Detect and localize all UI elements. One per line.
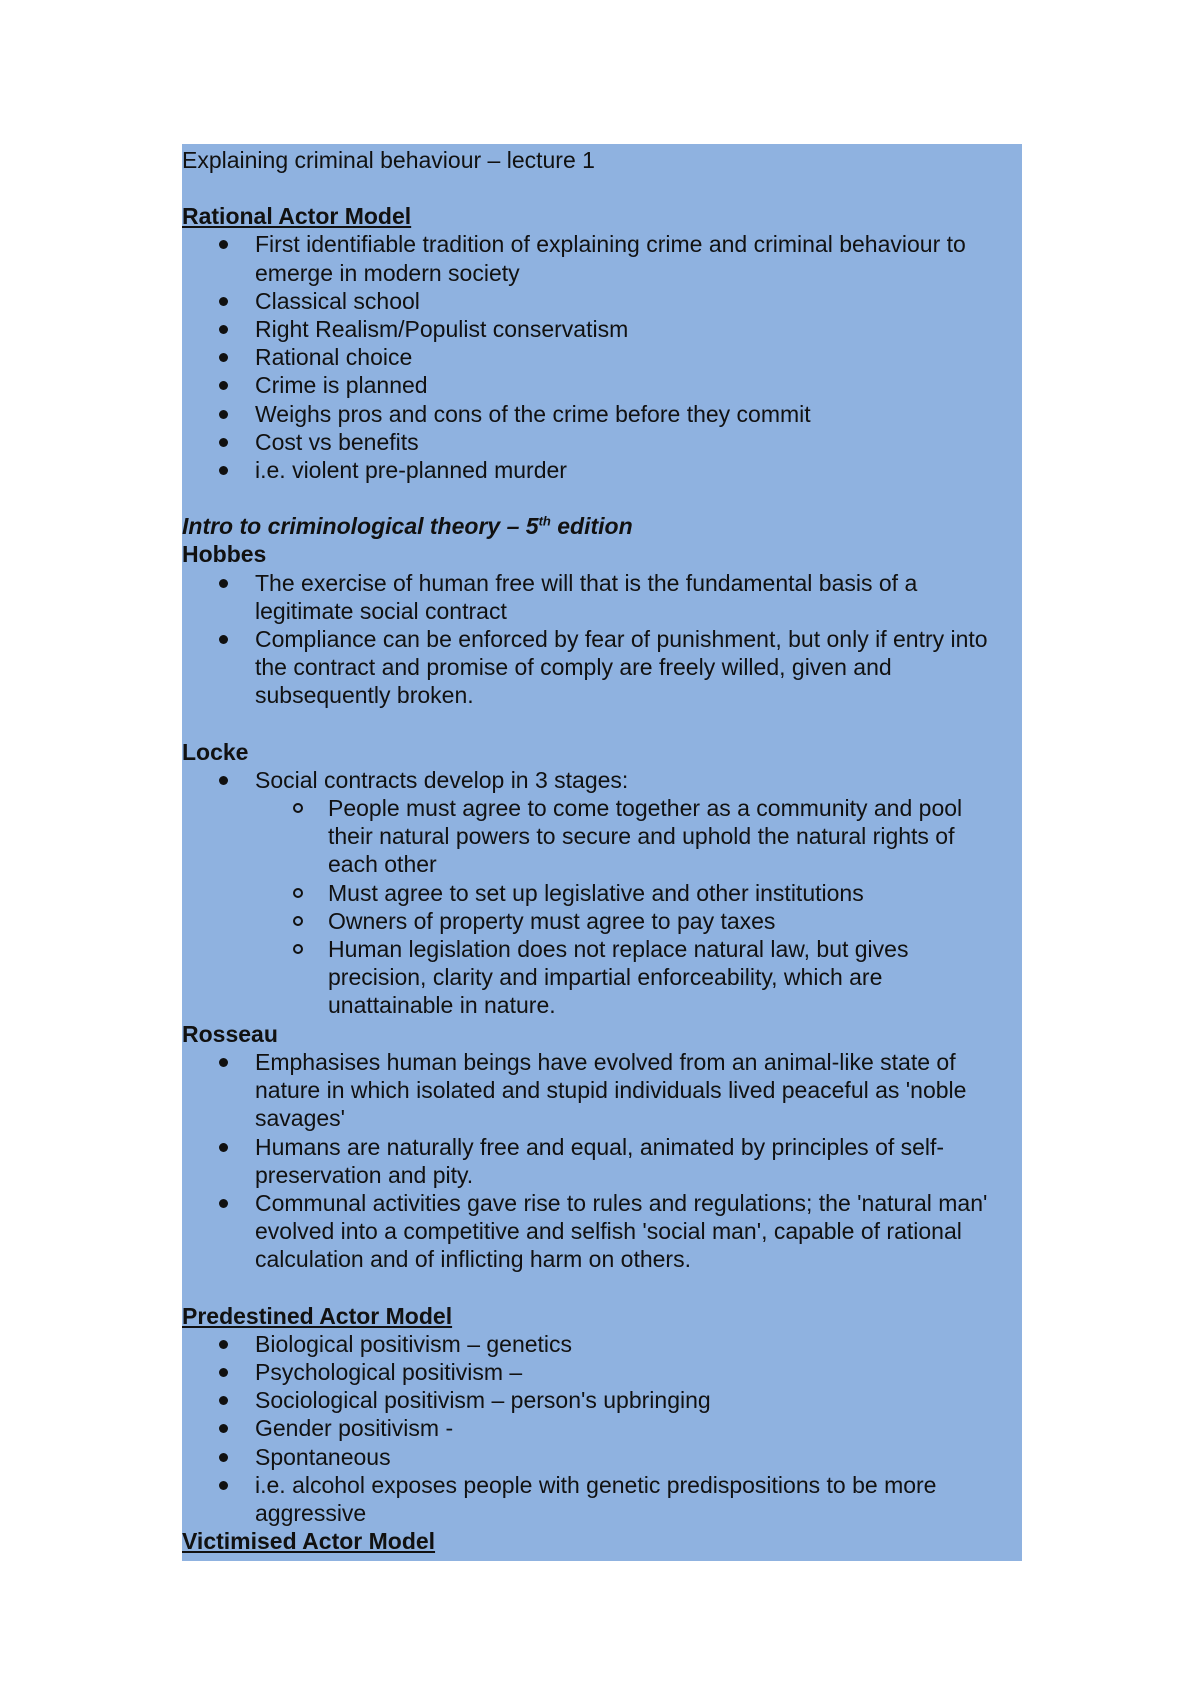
spacer	[182, 710, 1006, 738]
rosseau-heading: Rosseau	[182, 1020, 278, 1047]
sub-list-item: Must agree to set up legislative and other institutions	[182, 879, 1006, 907]
list-item: Compliance can be enforced by fear of punishment, but only if entry into the contract and promise of comply are freely willed, given and subsequently broken.	[182, 625, 1006, 710]
intro-heading-main: Intro to criminological theory – 5	[182, 513, 539, 540]
predestined-actor-list	[182, 1330, 1006, 1527]
list-item: Gender positivism -	[182, 1414, 1006, 1442]
list-item: i.e. alcohol exposes people with genetic predispositions to be more aggressive	[182, 1471, 1006, 1527]
list-item: Humans are naturally free and equal, animated by principles of self-preservation and pity.	[182, 1133, 1006, 1189]
rational-actor-heading: Rational Actor Model	[182, 203, 412, 230]
list-item: Spontaneous	[182, 1443, 1006, 1471]
list-item: Emphasises human beings have evolved from an animal-like state of nature in which isolated and stupid individuals lived peaceful as 'noble savages'	[182, 1048, 1006, 1133]
rosseau-list	[182, 1048, 1006, 1274]
intro-heading-suffix: edition	[550, 513, 633, 540]
locke-heading: Locke	[182, 738, 249, 765]
list-item: Communal activities gave rise to rules and regulations; the 'natural man' evolved into a competitive and selfish 'social man', capable of rational calculation and of inflicting harm on others.	[182, 1189, 1006, 1274]
document-title: Explaining criminal behaviour – lecture 1	[182, 147, 595, 173]
list-item: Cost vs benefits	[182, 428, 1006, 456]
spacer	[182, 484, 1006, 512]
list-item: Weighs pros and cons of the crime before they commit	[182, 400, 1006, 428]
list-item: Crime is planned	[182, 371, 1006, 399]
locke-list	[182, 766, 1006, 1020]
document-page	[182, 144, 1022, 1561]
predestined-actor-heading: Predestined Actor Model	[182, 1302, 453, 1329]
list-item: First identifiable tradition of explaining crime and criminal behaviour to emerge in modern society	[182, 230, 1006, 286]
list-item: Right Realism/Populist conservatism	[182, 315, 1006, 343]
list-item: Rational choice	[182, 343, 1006, 371]
list-item: Biological positivism – genetics	[182, 1330, 1006, 1358]
sub-list-item: People must agree to come together as a community and pool their natural powers to secure and uphold the natural rights of each other	[182, 794, 1006, 879]
hobbes-list	[182, 569, 1006, 710]
sub-list-item: Owners of property must agree to pay taxes	[182, 907, 1006, 935]
hobbes-heading: Hobbes	[182, 541, 267, 568]
intro-heading-superscript: th	[538, 513, 551, 529]
spacer	[182, 174, 1006, 202]
list-item: Classical school	[182, 287, 1006, 315]
list-item: Sociological positivism – person's upbringing	[182, 1386, 1006, 1414]
sub-list-item: Human legislation does not replace natural law, but gives precision, clarity and impartial enforceability, which are unattainable in nature.	[182, 935, 1006, 1020]
list-item: Social contracts develop in 3 stages:	[182, 766, 1006, 794]
rational-actor-list	[182, 230, 1006, 484]
victimised-actor-heading: Victimised Actor Model	[182, 1528, 436, 1555]
spacer	[182, 1274, 1006, 1302]
list-item: i.e. violent pre-planned murder	[182, 456, 1006, 484]
list-item: Psychological positivism –	[182, 1358, 1006, 1386]
intro-heading	[182, 512, 1006, 540]
list-item: The exercise of human free will that is the fundamental basis of a legitimate social contract	[182, 569, 1006, 625]
